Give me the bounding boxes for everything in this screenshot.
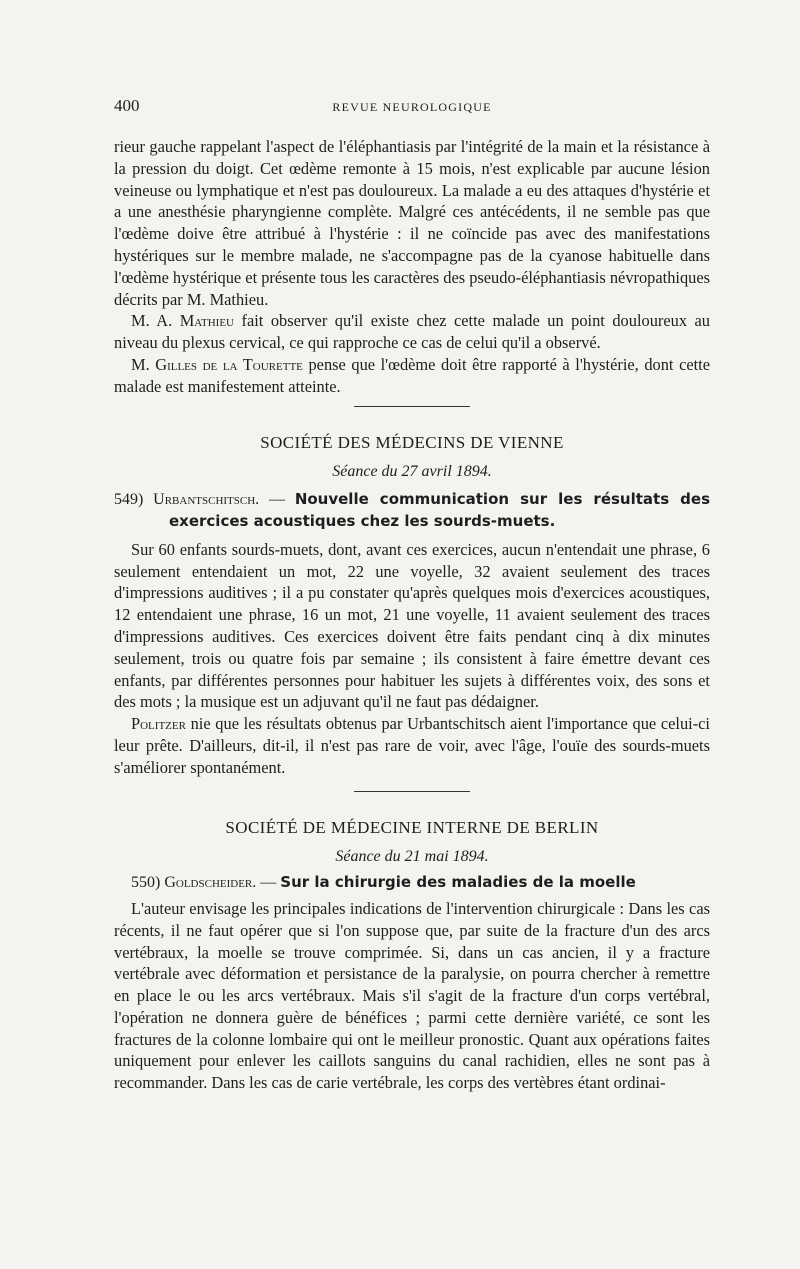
- abstract-549-heading: [114, 489, 710, 533]
- speaker-name: Politzer: [131, 714, 186, 734]
- section-heading-berlin: SOCIÉTÉ DE MÉDECINE INTERNE DE BERLIN: [225, 817, 599, 837]
- session-date-vienne: Séance du 27 avril 1894.: [332, 463, 492, 481]
- remark-text: nie que les résultats obtenus par Urbantschitsch aient l'importance que celui-ci leur prête. D'ailleurs, dit-il, il n'est pas rare de voir, avec l'âge, l'ouïe des sourds-muets s'améliorer spontanément.: [114, 714, 710, 777]
- abstract-number: 550): [131, 874, 161, 892]
- continued-paragraph: rieur gauche rappelant l'aspect de l'éléphantiasis par l'intégrité de la main et la résistance à la pression du doigt. Cet œdème remonte à 15 mois, n'est explicable par aucune lésion veineuse ou lymphatique et n'est pas douloureux. La malade a eu des attaques d'hystérie et a une anesthésie pharyngienne complète. Malgré ces antécédents, il ne semble pas que l'œdème doive être attribué à l'hystérie : il ne coïncide pas avec des manifestations hystériques sur le membre malade, ne s'accompagne pas de la cyanose habituelle dans l'œdème hystérique et présente tous les caractères des pseudo-éléphantiasis névropathiques décrits par M. Mathieu.: [114, 137, 710, 309]
- abstract-author: Urbantschitsch.: [153, 491, 260, 509]
- speaker-name: M. Gilles de la Tourette: [131, 354, 303, 374]
- abstract-number: 549): [114, 491, 144, 509]
- journal-title: REVUE NEUROLOGIQUE: [332, 100, 492, 114]
- running-header: [114, 96, 710, 120]
- abstract-dash: —: [259, 491, 295, 509]
- abstract-author: Goldscheider.: [164, 874, 257, 892]
- page-body: [114, 136, 710, 1094]
- section-divider: [354, 406, 470, 407]
- abstract-title: Sur la chirurgie des maladies de la moelle: [280, 873, 636, 892]
- mathieu-remark: [114, 310, 710, 354]
- politzer-remark: [114, 713, 710, 778]
- abstract-550-paragraph: L'auteur envisage les principales indications de l'intervention chirurgicale : Dans les cas récents, il ne faut opérer que si l'on suppose que, par suite de la fracture d'un des arcs vertébraux, la moelle se trouve comprimée. Si, dans un cas ancien, il y a fracture vertébrale avec déformation et persistance de la paralysie, on pourra chercher à remettre en place le ou les arcs vertébraux. Mais s'il s'agit de la fracture d'un corps vertébral, l'opération ne donnera guère de bénéfices ; parmi cette dernière variété, ce sont les fractures de la colonne lombaire qui ont le meilleur pronostic. Quant aux opérations faites uniquement pour enlever les caillots sanguins du canal rachidien, elles ne sont pas à recommander. Dans les cas de carie vertébrale, les corps des vertèbres étant ordinai-: [114, 898, 710, 1093]
- remark-text: pense que l'œdème doit être rapporté à l'hystérie, dont cette malade est manifestement atteinte.: [114, 354, 710, 396]
- abstract-550-heading: [114, 872, 710, 894]
- speaker-name: M. A. Mathieu: [131, 311, 234, 331]
- gilles-remark: [114, 354, 710, 398]
- abstract-dash: —: [256, 874, 281, 892]
- abstract-549-paragraph: Sur 60 enfants sourds-muets, dont, avant ces exercices, aucun n'entendait une phrase, 6 seulement entendaient un mot, 22 une voyelle, 32 avaient seulement des traces d'impressions auditives ; il a pu constater qu'après quelques mois d'exercices acoustiques, 12 entendaient une phrase, 16 un mot, 21 une voyelle, 11 avaient seulement des traces d'impressions auditives. Ces exercices doivent être faits pendant cinq à dix minutes seulement, trois ou quatre fois par semaine ; ils consistent à faire émettre devant ces enfants, par différentes personnes pour habituer les sujets à différentes voix, des sons et des mots ; la musique est un adjuvant qu'il ne faut pas dédaigner.: [114, 539, 710, 712]
- page-number: 400: [114, 96, 140, 115]
- session-date-berlin: Séance du 21 mai 1894.: [335, 848, 489, 866]
- abstract-title: Nouvelle communication sur les résultats des exercices acoustiques chez les sourds-muets.: [169, 490, 711, 530]
- section-divider: [354, 791, 470, 792]
- section-heading-vienne: SOCIÉTÉ DES MÉDECINS DE VIENNE: [260, 432, 564, 452]
- remark-text: fait observer qu'il existe chez cette malade un point douloureux au niveau du plexus cervical, ce qui rapproche ce cas de celui qu'il a observé.: [114, 311, 710, 353]
